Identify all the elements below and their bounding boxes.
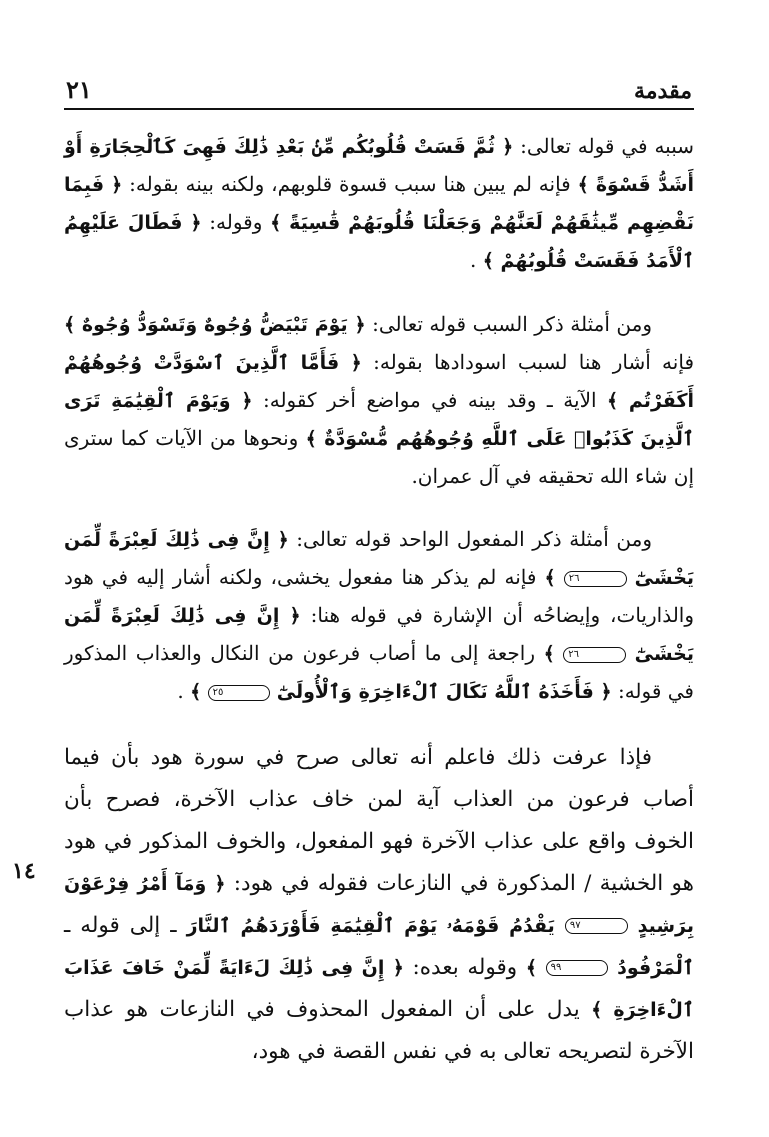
paragraph-text: الآية ـ وقد بينه في مواضع أخر كقوله: <box>262 388 597 412</box>
quran-verse: ٱلْمَرْفُودُ <box>617 957 694 979</box>
ayah-number-badge: ٩٧ <box>565 918 628 934</box>
paragraph-3 <box>64 521 694 711</box>
paragraph-text: فإنه لم يذكر هنا مفعول يخشى، ولكنه أشار إليه في هود والذاريات، وإيضاحُه أن الإشارة في قوله هنا: <box>64 565 695 627</box>
paragraph-text: ونحوها من الآيات كما سترى إن شاء الله تحقيقه في آل عمران. <box>64 426 694 488</box>
page <box>64 60 694 1073</box>
paragraph-text: ـ إلى قوله ـ <box>64 913 177 938</box>
paragraph-text: . <box>177 679 184 703</box>
quran-verse: ﴿ وَيَوْمَ ٱلْقِيَٰمَةِ تَرَى ٱلَّذِينَ كَذَبُوا۟ عَلَى ٱللَّهِ وُجُوهُهُم مُّسْوَدَّةٌ ﴾ <box>64 390 695 450</box>
ayah-number-badge: ٢٦ <box>564 571 627 587</box>
quran-bracket: ﴾ <box>543 643 555 665</box>
page-body <box>64 128 694 1073</box>
paragraph-4 <box>64 737 694 1073</box>
paragraph-text: . <box>470 248 477 272</box>
quran-bracket: ﴾ <box>544 567 556 589</box>
quran-verse: ﴿ فَطَالَ عَلَيْهِمُ ٱلْأَمَدُ فَقَسَتْ قُلُوبُهُمْ ﴾ <box>64 212 694 272</box>
quran-bracket: ﴾ <box>525 957 537 979</box>
paragraph-text: فإنه أشار هنا لسبب اسودادها بقوله: <box>373 350 695 374</box>
running-title: مقدمة <box>633 78 692 104</box>
paragraph-text: سببه في قوله تعالى: <box>520 134 695 158</box>
ayah-number-badge: ٩٩ <box>546 960 609 976</box>
quran-verse: يَقْدُمُ قَوْمَهُۥ يَوْمَ ٱلْقِيَٰمَةِ فَأَوْرَدَهُمُ ٱلنَّارَ <box>186 915 555 937</box>
paragraph-2 <box>64 306 694 495</box>
quran-verse: ﴿ يَوْمَ تَبْيَضُّ وُجُوهٌ وَتَسْوَدُّ وُجُوهٌ ﴾ <box>64 314 366 336</box>
paragraph-text: يدل على أن المفعول المحذوف في النازعات هو عذاب الآخرة لتصريحه تعالى به في نفس القصة في هود، <box>64 997 694 1064</box>
quran-verse: ﴿ وَمَآ أَمْرُ فِرْعَوْنَ بِرَشِيدٍ <box>64 873 694 937</box>
quran-verse: ﴿ فَأَمَّا ٱلَّذِينَ ٱسْوَدَّتْ وُجُوهُهُمْ أَكَفَرْتُم ﴾ <box>64 352 694 412</box>
quran-bracket: ﴾ <box>190 681 202 703</box>
running-header <box>64 60 694 110</box>
paragraph-text: ومن أمثلة ذكر المفعول الواحد قوله تعالى: <box>296 527 653 551</box>
quran-verse: ﴿ فَبِمَا نَقْضِهِم مِّيثَٰقَهُمْ لَعَنَّٰهُمْ وَجَعَلْنَا قُلُوبَهُمْ قَٰسِيَةً ﴾ <box>64 174 694 234</box>
paragraph-1 <box>64 128 694 280</box>
quran-verse: ﴿ فَأَخَذَهُ ٱللَّهُ نَكَالَ ٱلْءَاخِرَةِ وَٱلْأُولَىٰٓ <box>276 681 612 703</box>
ayah-number-badge: ٢٥ <box>208 685 271 701</box>
paragraph-text: وقوله: <box>209 210 263 234</box>
page-number: ٢١ <box>66 75 92 104</box>
ayah-number-badge: ٢٦ <box>563 647 626 663</box>
quran-verse: ﴿ إِنَّ فِى ذَٰلِكَ لَءَايَةً لِّمَنْ خَافَ عَذَابَ ٱلْءَاخِرَةِ ﴾ <box>64 957 694 1021</box>
paragraph-text: ومن أمثلة ذكر السبب قوله تعالى: <box>372 312 653 336</box>
quran-verse: ﴿ إِنَّ فِى ذَٰلِكَ لَعِبْرَةً لِّمَن يَخْشَىٰٓ <box>64 605 695 665</box>
margin-page-reference: ١٤ <box>12 858 36 884</box>
quran-verse: ﴿ ثُمَّ قَسَتْ قُلُوبُكُم مِّنۢ بَعْدِ ذَٰلِكَ فَهِىَ كَٱلْحِجَارَةِ أَوْ أَشَدُّ قَسْوَةً ﴾ <box>64 136 694 196</box>
paragraph-text: فإنه لم يبين هنا سبب قسوة قلوبهم، ولكنه بينه بقوله: <box>129 172 571 196</box>
paragraph-text: وقوله بعده: <box>412 955 518 980</box>
paragraph-text: راجعة إلى ما أصاب فرعون من النكال والعذاب المذكور في قوله: <box>64 641 694 703</box>
quran-verse: ﴿ إِنَّ فِى ذَٰلِكَ لَعِبْرَةً لِّمَن يَخْشَىٰٓ <box>64 529 695 589</box>
paragraph-text: فإذا عرفت ذلك فاعلم أنه تعالى صرح في سورة هود بأن فيما أصاب فرعون من العذاب آية لمن خاف عذاب الآخرة، فصرح بأن الخوف واقع على عذاب الآخرة فهو المفعول، والخوف المذكور في هود هو الخشية / المذكورة في النازعات فقوله في هود: <box>64 745 694 896</box>
